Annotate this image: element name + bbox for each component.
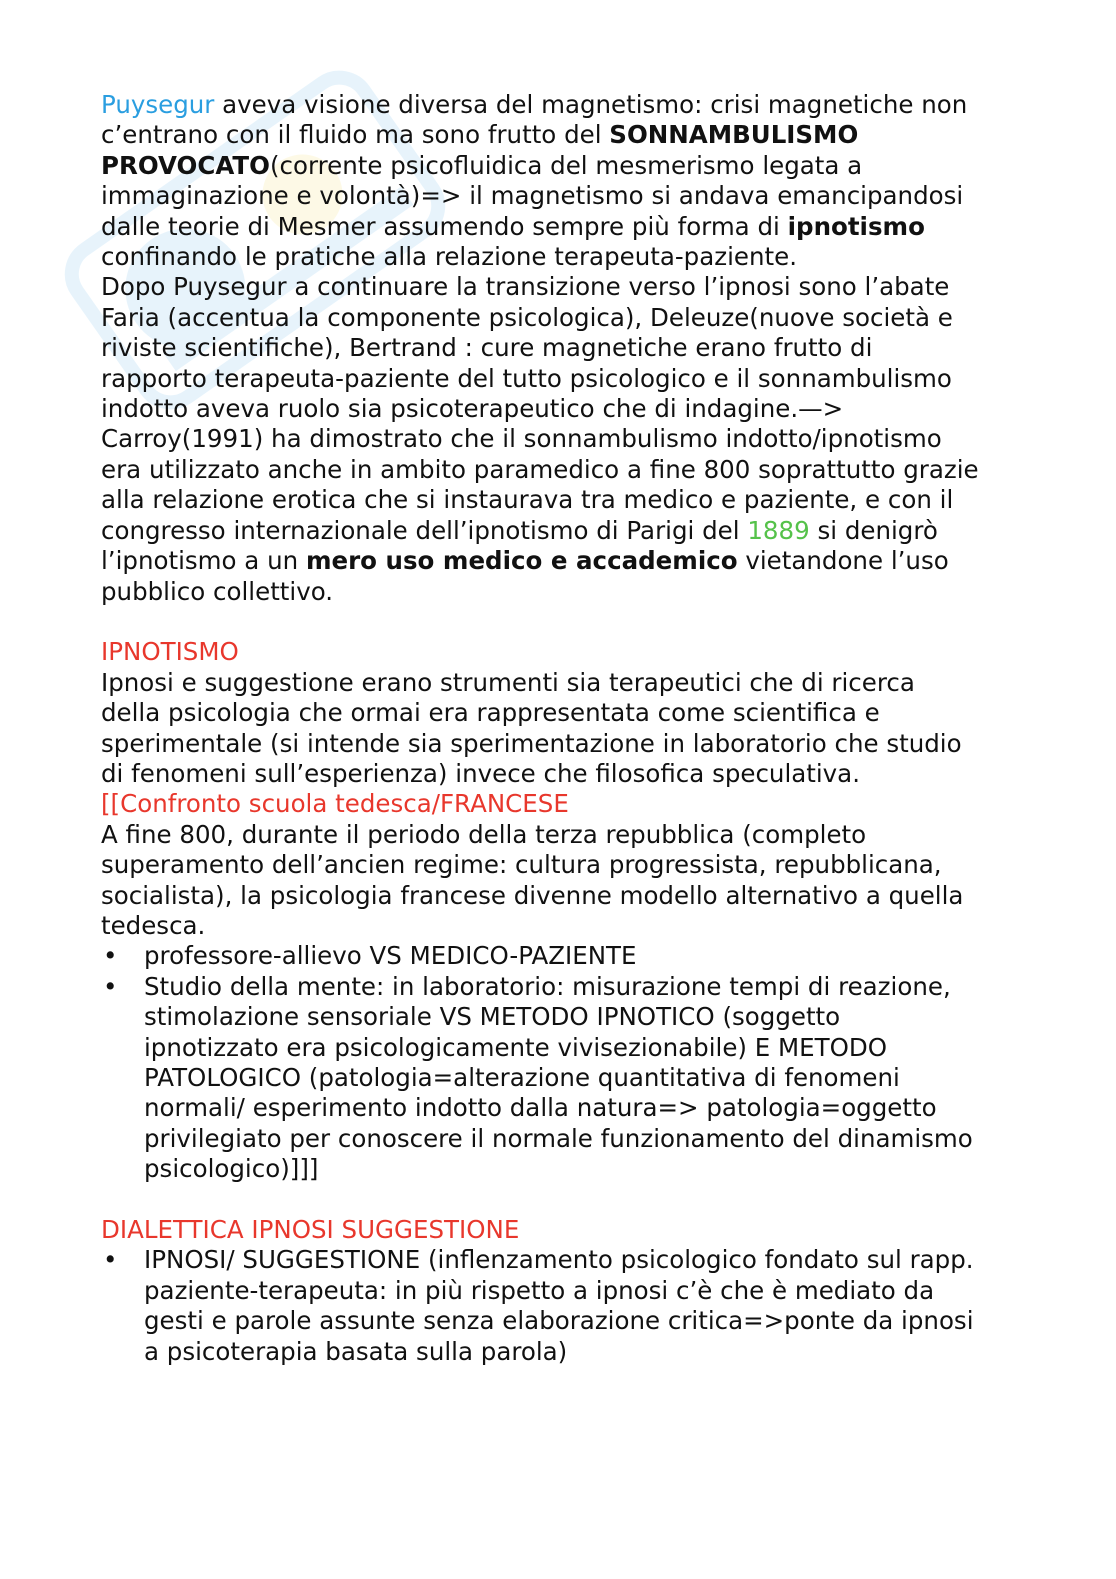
document-body — [101, 90, 981, 1367]
text-segment: Dopo Puysegur a continuare la transizione verso l’ipnosi sono l’abate Faria (accentua la componente psicologica), Deleuze(nuove società e riviste scientifiche), Bertrand : cure magnetiche erano frutto di rapporto terapeuta-paziente del tutto psicologico e il sonnambulismo indotto aveva ruolo sia psicoterapeutico che di indagine.—> Carroy(1991) ha dimostrato che il sonnambulismo indotto/ipnotismo era utilizzato anche in ambito paramedico a fine 800 soprattutto grazie alla relazione erotica che si instaurava tra medico e paziente, e con il congresso internazionale dell’ipnotismo di Parigi del — [101, 272, 979, 545]
list-item — [101, 1245, 981, 1367]
name-puysegur: Puysegur — [101, 90, 215, 119]
text-segment: aveva visione diversa del magnetismo: crisi magnetiche non c’entrano con il fluido ma sono frutto del — [101, 90, 968, 150]
list-item — [101, 972, 981, 1185]
heading-ipnotismo: IPNOTISMO — [101, 637, 239, 667]
list-dialettica — [101, 1245, 981, 1367]
paragraph-dopo-puysegur — [101, 272, 981, 606]
blank-line — [101, 607, 981, 637]
list-item-text: IPNOSI/ SUGGESTIONE (inflenzamento psicologico fondato sul rapp. paziente-terapeuta: in più rispetto a ipnosi c’è che è mediato da gesti e parole assunte senza elaborazione critica=>ponte da ipnosi a psicoterapia basata sulla parola) — [144, 1245, 974, 1366]
bold-mero-uso: mero uso medico e accademico — [305, 546, 738, 576]
paragraph-ipnosi-suggestione: Ipnosi e suggestione erano strumenti sia terapeutici che di ricerca della psicologia che ormai era rappresentata come scientifica e sperimentale (si intende sia sperimentazione in laboratorio che studio di fenomeni sull’esperienza) invece che filosofica speculativa. — [101, 667, 962, 788]
paragraph-fine-800: A fine 800, durante il periodo della terza repubblica (completo superamento dell’ancien regime: cultura progressista, repubblicana, socialista), la psicologia francese divenne modello alternativo a quella tedesca. — [101, 819, 964, 940]
text-segment: vietandone l’uso pubblico collettivo. — [101, 546, 949, 606]
heading-dialettica: DIALETTICA IPNOSI SUGGESTIONE — [101, 1215, 520, 1244]
text-segment: (corrente psicofluidica del mesmerismo legata a immaginazione e volontà)=> il magnetismo si andava emancipandosi dalle teorie di Mesmer assumendo sempre più forma di — [101, 150, 964, 241]
list-confronto — [101, 941, 981, 1184]
list-item-text: professore-allievo VS MEDICO-PAZIENTE — [144, 941, 637, 971]
paragraph-puysegur — [101, 90, 981, 272]
list-item — [101, 941, 981, 971]
year-1889: 1889 — [747, 515, 810, 545]
bold-ipnotismo: ipnotismo — [787, 211, 925, 241]
blank-line — [101, 1185, 981, 1215]
bullet-icon: • — [103, 1245, 118, 1275]
bold-sonnambulismo: SONNAMBULISMO PROVOCATO — [101, 120, 859, 180]
text-segment: confinando le pratiche alla relazione terapeuta-paziente. — [101, 242, 797, 272]
list-item-text: Studio della mente: in laboratorio: misurazione tempi di reazione, stimolazione sensoriale VS METODO IPNOTICO (soggetto ipnotizzato era psicologicamente vivisezionabile) E METODO PATOLOGICO (patologia=alterazione quantitativa di fenomeni normali/ esperimento indotto dalla natura=> patologia=oggetto privilegiato per conoscere il normale funzionamento del dinamismo psicologico)]]] — [144, 971, 973, 1184]
bullet-icon: • — [103, 941, 118, 971]
bullet-icon: • — [103, 971, 118, 1001]
heading-confronto: [[Confronto scuola tedesca/FRANCESE — [101, 789, 569, 819]
text-segment: si denigrò l’ipnotismo a un — [101, 515, 938, 576]
